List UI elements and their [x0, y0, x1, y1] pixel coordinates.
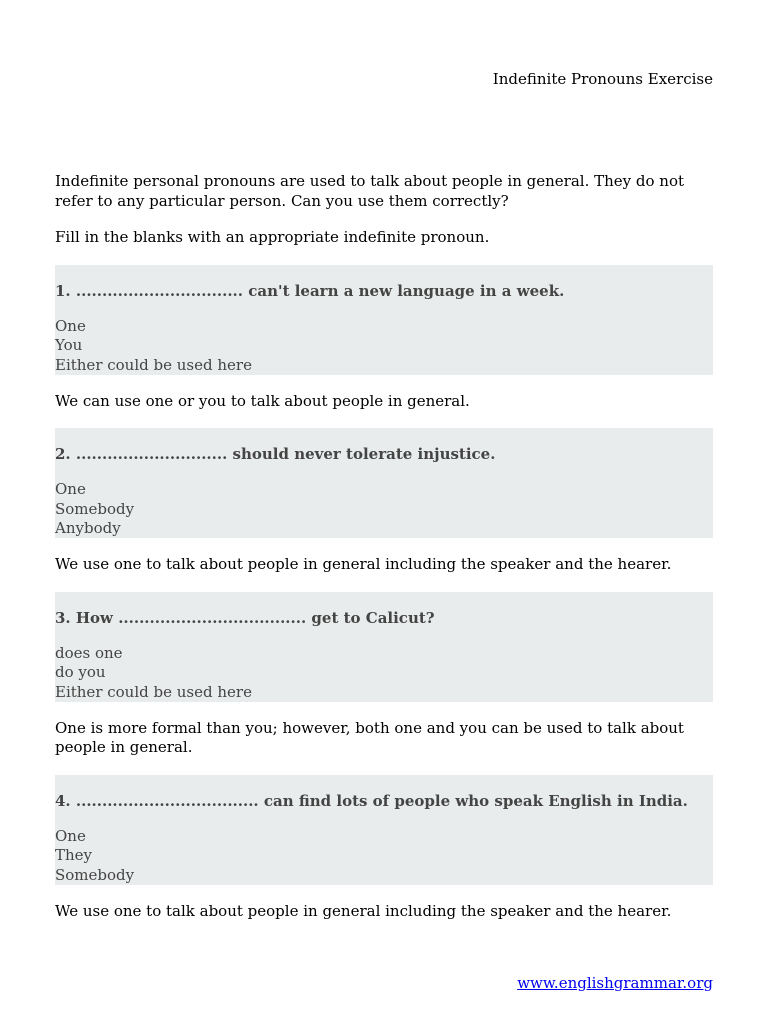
answer-option[interactable]: do you: [55, 663, 106, 681]
question-box-4: [55, 775, 713, 885]
answer-option[interactable]: Somebody: [55, 865, 135, 884]
answer-option[interactable]: One: [55, 480, 86, 498]
answer-option[interactable]: does one: [55, 643, 123, 662]
answer-option[interactable]: They: [55, 846, 93, 864]
website-link[interactable]: www.englishgrammar.org: [517, 974, 713, 992]
answer-option[interactable]: One: [55, 316, 86, 335]
answer-option[interactable]: You: [55, 336, 83, 354]
answer-option[interactable]: Somebody: [55, 499, 135, 518]
answer-option[interactable]: Either could be used here: [55, 682, 252, 701]
exercise-content: [55, 172, 713, 938]
explanation-text: We can use one or you to talk about people in general.: [55, 391, 470, 410]
question-box-3: [55, 592, 713, 702]
question-text: 4. ................................... can find lots of people who speak English in India.: [55, 791, 688, 810]
question-box-2: [55, 428, 713, 538]
answer-option[interactable]: Anybody: [55, 519, 121, 537]
explanation-text: One is more formal than you; however, both one and you can be used to talk about people in general.: [55, 718, 684, 756]
intro-text: Indefinite personal pronouns are used to talk about people in general. They do not refer to any particular person. Can you use them correctly?: [55, 172, 685, 210]
question-text: 2. ............................. should never tolerate injustice.: [55, 445, 496, 463]
explanation-text: We use one to talk about people in general including the speaker and the hearer.: [55, 555, 672, 573]
explanation-text: We use one to talk about people in general including the speaker and the hearer.: [55, 901, 672, 920]
page-title: Indefinite Pronouns Exercise: [492, 70, 713, 88]
instruction-text: Fill in the blanks with an appropriate indefinite pronoun.: [55, 228, 490, 246]
question-text: 3. How .................................... get to Calicut?: [55, 608, 435, 627]
question-box-1: [55, 265, 713, 375]
answer-option[interactable]: Either could be used here: [55, 355, 252, 374]
question-text: 1. ................................ can't learn a new language in a week.: [55, 281, 565, 300]
answer-option[interactable]: One: [55, 826, 86, 845]
